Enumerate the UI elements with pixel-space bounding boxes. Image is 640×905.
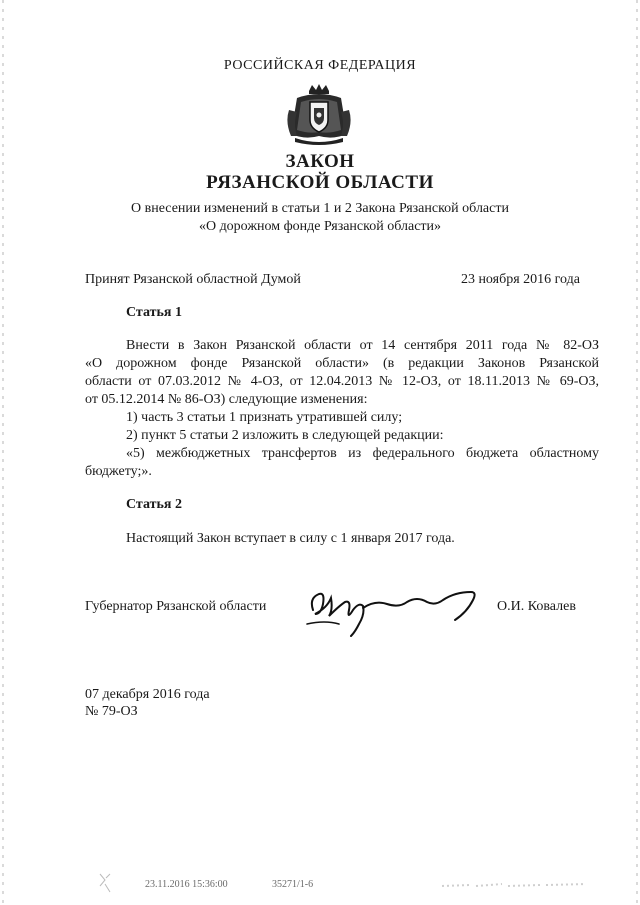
article-1-line-4: от 05.12.2014 № 86-ОЗ) следующие изменения: bbox=[85, 392, 368, 407]
article-1-line-3: области от 07.03.2012 № 4-ОЗ, от 12.04.2013 № 12-ОЗ, от 18.11.2013 № 69-ОЗ, bbox=[85, 374, 599, 389]
registration-code: 35271/1-6 bbox=[272, 879, 314, 890]
scan-edge-right bbox=[636, 0, 638, 905]
adoption-body: Принят Рязанской областной Думой bbox=[85, 272, 301, 287]
article-1-heading: Статья 1 bbox=[126, 305, 182, 320]
signing-date: 07 декабря 2016 года bbox=[85, 687, 210, 702]
registration-timestamp: 23.11.2016 15:36:00 bbox=[145, 879, 228, 890]
faded-stamp-mark-icon bbox=[440, 878, 590, 892]
federation-header: РОССИЙСКАЯ ФЕДЕРАЦИЯ bbox=[223, 58, 417, 73]
governor-name: О.И. Ковалев bbox=[497, 599, 576, 614]
article-1-item-2: 2) пункт 5 статьи 2 изложить в следующей редакции: bbox=[126, 428, 444, 443]
article-1-line-2: «О дорожном фонде Рязанской области» (в редакции Законов Рязанской bbox=[85, 356, 599, 371]
article-1-item-1: 1) часть 3 статьи 1 признать утратившей силу; bbox=[126, 410, 403, 425]
scan-edge-left bbox=[2, 0, 4, 905]
article-1-quote-line-1: «5) межбюджетных трансфертов из федерального бюджета областному bbox=[126, 446, 599, 461]
coat-of-arms-icon bbox=[283, 82, 355, 148]
registration-mark-icon bbox=[96, 870, 114, 896]
law-title: ЗАКОН bbox=[285, 151, 355, 172]
governor-role: Губернатор Рязанской области bbox=[85, 599, 267, 614]
article-1-quote-line-2: бюджету;». bbox=[85, 464, 152, 479]
adoption-date: 23 ноября 2016 года bbox=[460, 272, 580, 287]
law-subtitle-line-2: «О дорожном фонде Рязанской области» bbox=[198, 219, 442, 234]
law-number: № 79-ОЗ bbox=[85, 704, 138, 719]
law-subtitle-line-1: О внесении изменений в статьи 1 и 2 Закона Рязанской области bbox=[131, 201, 509, 216]
article-2-text: Настоящий Закон вступает в силу с 1 января 2017 года. bbox=[126, 531, 455, 546]
region-title: РЯЗАНСКОЙ ОБЛАСТИ bbox=[206, 172, 434, 193]
article-1-line-1: Внести в Закон Рязанской области от 14 сентября 2011 года № 82-ОЗ bbox=[126, 338, 599, 353]
article-2-heading: Статья 2 bbox=[126, 497, 182, 512]
handwritten-signature-icon bbox=[305, 580, 485, 638]
